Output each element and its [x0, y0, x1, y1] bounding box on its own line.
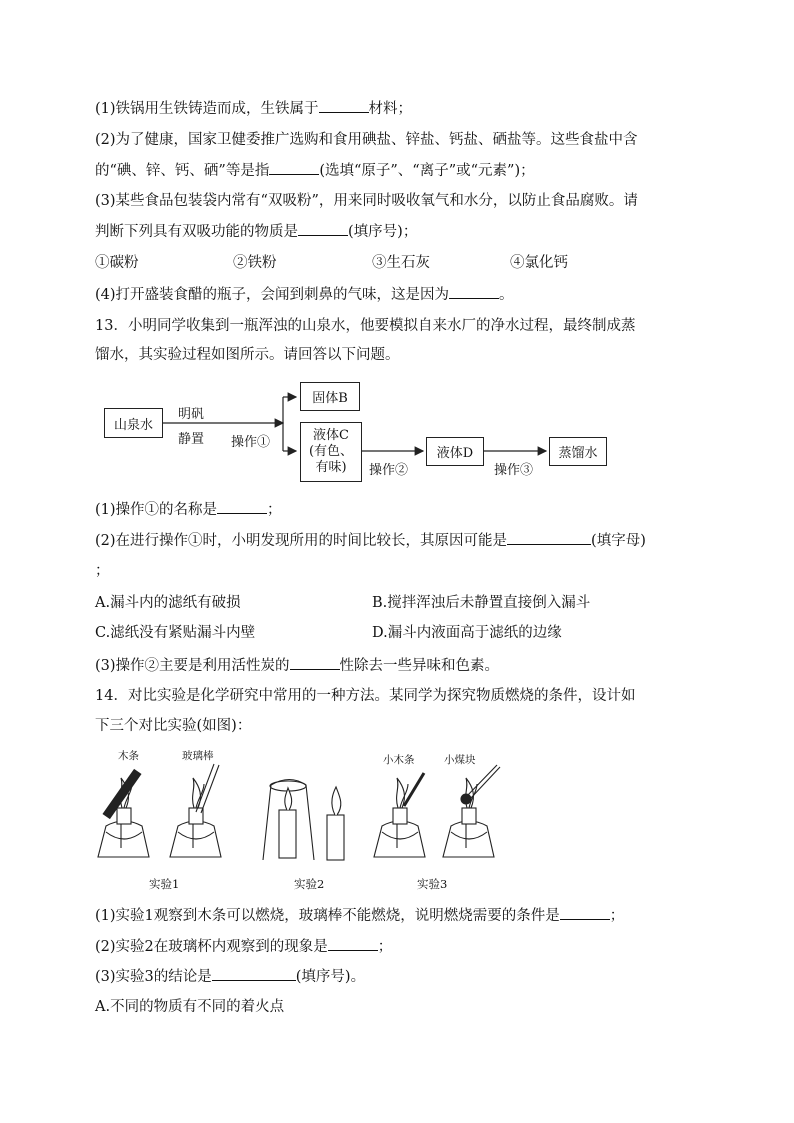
q14-part3: (3)实验3的结论是 (填序号)。 [95, 966, 365, 987]
settle-label: 静置 [178, 432, 205, 447]
q13-stem-line2: 馏水，其实验过程如图所示。请回答以下问题。 [95, 347, 400, 363]
alcohol-lamp-3 [374, 778, 425, 857]
label-wooden-stick: 木条 [118, 750, 139, 762]
distilled-water-box: 蒸馏水 [549, 437, 607, 466]
label-small-wood-stick: 小木条 [383, 754, 415, 766]
caption-experiment-1: 实验1 [149, 877, 180, 891]
q14-stem-line1: 14．对比实验是化学研究中常用的一种方法。某同学为探究物质燃烧的条件，设计如 [95, 688, 636, 704]
q13-option-d: D.漏斗内液面高于滤纸的边缘 [372, 625, 562, 641]
q12-part4: (4)打开盛装食醋的瓶子，会闻到刺鼻的气味，这是因为 。 [95, 284, 514, 305]
q12-part2-line2: 的“碘、锌、钙、硒”等是指 (选填“原子”、“离子”或“元素”)； [95, 160, 535, 181]
alum-label: 明矾 [178, 407, 205, 422]
q12-option-4: ④氯化钙 [510, 255, 568, 271]
operation-2-label: 操作② [369, 463, 409, 478]
label-small-coal: 小煤块 [444, 754, 476, 766]
glass-cup-over-candle [263, 780, 314, 861]
q12-part3-line1: (3)某些食品包装袋内常有“双吸粉”，用来同时吸收氧气和水分，以防止食品腐败。请 [95, 193, 638, 209]
caption-experiment-2: 实验2 [294, 877, 325, 891]
q13-option-b: B.搅拌浑浊后未静置直接倒入漏斗 [372, 595, 591, 611]
alcohol-lamp-4 [443, 778, 494, 857]
mountain-spring-water-box: 山泉水 [104, 408, 163, 438]
open-candle [327, 787, 344, 860]
caption-experiment-3: 实验3 [417, 877, 448, 891]
q14-part2: (2)实验2在玻璃杯内观察到的现象是 ； [95, 936, 392, 957]
q13-option-a: A.漏斗内的滤纸有破损 [95, 595, 241, 611]
q13-option-c: C.滤纸没有紧贴漏斗内壁 [95, 625, 256, 641]
liquid-c-box: 液体C (有色、 有味) [300, 422, 362, 482]
q12-option-1: ①碳粉 [95, 255, 139, 271]
alcohol-lamp-2 [170, 778, 221, 857]
liquid-d-box: 液体D [426, 437, 484, 466]
q12-part2-line1: (2)为了健康，国家卫健委推广选购和食用碘盐、锌盐、钙盐、硒盐等。这些食盐中含 [95, 132, 638, 148]
q12-option-3: ③生石灰 [372, 255, 430, 271]
answer-blank[interactable] [560, 905, 610, 920]
q14-option-a: A.不同的物质有不同的着火点 [95, 999, 285, 1015]
q14-part1: (1)实验1观察到木条可以燃烧，玻璃棒不能燃烧，说明燃烧需要的条件是 ； [95, 905, 624, 926]
q13-stem-line1: 13．小明同学收集到一瓶浑浊的山泉水，他要模拟自来水厂的净水过程，最终制成蒸 [95, 318, 636, 334]
q13-part1: (1)操作①的名称是 ； [95, 499, 282, 520]
q12-option-2: ②铁粉 [233, 255, 277, 271]
q14-stem-line2: 下三个对比实验(如图)： [95, 718, 252, 734]
q13-part2-tail: ； [95, 563, 110, 579]
solid-b-box: 固体B [300, 382, 360, 411]
q13-part3: (3)操作②主要是利用活性炭的 性除去一些异味和色素。 [95, 655, 499, 676]
answer-blank[interactable] [212, 966, 296, 981]
operation-3-label: 操作③ [494, 463, 534, 478]
q12-part3-line2: 判断下列具有双吸功能的物质是 (填序号)； [95, 221, 417, 242]
operation-1-label: 操作① [231, 435, 271, 450]
q12-part1: (1)铁锅用生铁铸造而成，生铁属于 材料； [95, 98, 412, 119]
q13-part2: (2)在进行操作①时，小明发现所用的时间比较长，其原因可能是 (填字母) [95, 530, 646, 551]
label-glass-rod: 玻璃棒 [182, 750, 214, 762]
answer-blank[interactable] [328, 936, 378, 951]
